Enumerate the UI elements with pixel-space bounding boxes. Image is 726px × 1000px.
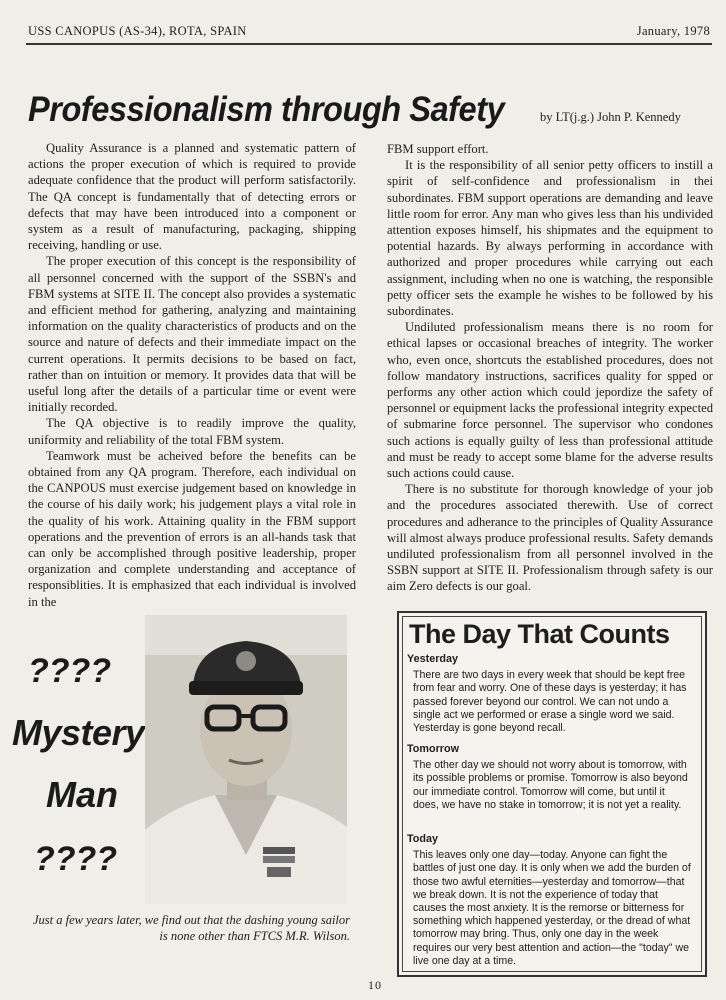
section-text: The other day we should not worry about is tomorrow, with its possible problems or promise. Tomorrow is also beyond our immediate control. Tomorrow will come, but until it does, we have no stake in tomorrow; it is not yet a reality. (413, 759, 688, 811)
article-column-right (387, 141, 713, 595)
article-paragraph: The QA objective is to readily improve the quality, uniformity and reliability of the total FBM system. (28, 416, 356, 447)
photo-caption: Just a few years later, we find out that the dashing young sailor is none other than FTCS M.R. Wilson. (33, 913, 350, 943)
header-divider (26, 43, 712, 45)
page-number: 10 (368, 978, 382, 992)
question-marks-top: ???? (28, 652, 112, 690)
article-paragraph: The proper execution of this concept is the responsibility of all personnel concerned with the support of the SSBN's and FBM systems at SITE II. The concept also provides a systematic and efficient method for gathering, analyzing and maintaining information on the quality characteristics of products and on the source and nature of defects and their immediate impact on the current operations. It permits decisions to be based on fact, rather than on intuition or memory. It provides data that will be useful long after the details of a particular time or event were initially recorded. (28, 254, 356, 415)
day-that-counts-box (397, 611, 707, 977)
section-text: There are two days in every week that should be kept free from fear and worry. One of these days is yesterday; it has passed forever beyond our control. We can not undo a single act we performed or erase a single word we said. Yesterday is gone beyond recall. (413, 669, 687, 735)
article-paragraph: There is no substitute for thorough knowledge of your job and the procedures associated therewith. Use of correct procedures and adherance to the principles of Quality Assurance will almost always produce professional results. Safety demands undiluted professionalism from all personnel involved in the SSBN support at SITE II. Professionalism through safety is our aim Zero defects is our goal. (387, 482, 713, 594)
article-byline: by LT(j.g.) John P. Kennedy (540, 110, 681, 124)
article-column-left (28, 140, 356, 610)
box-title: The Day That Counts (409, 619, 670, 649)
article-paragraph: Undiluted professionalism means there is no room for ethical lapses or occasional breaches of integrity. The worker who, even once, shortcuts the established procedures, does not follow mandatory instructions, sacrifices quality for spped or performs any other action which could jepordize the safety of personnel or equipment lacks the professional integrity expected of submarine force personnel. The supervisor who condones such actions is equally guilty of less than professional attitude and must be ready to accept some blame for the adverse results such actions could cause. (387, 320, 713, 481)
section-tomorrow (407, 743, 691, 812)
page-header (28, 24, 710, 39)
man-word: Man (46, 774, 118, 815)
section-heading: Tomorrow (407, 743, 459, 755)
section-heading: Yesterday (407, 653, 459, 665)
section-today (407, 833, 691, 968)
section-yesterday (407, 653, 691, 735)
question-marks-bottom: ???? (34, 840, 118, 878)
section-heading: Today (407, 833, 438, 845)
article-continuation: FBM support effort. (387, 142, 489, 156)
issue-date: January, 1978 (636, 24, 710, 38)
mystery-man-photo (145, 615, 347, 904)
mystery-word: Mystery (12, 712, 145, 753)
article-title: Professionalism through Safety (28, 90, 505, 129)
section-text: This leaves only one day—today. Anyone can fight the battles of just one day. It is only when we add the burden of those two awful eternities—yesterday and tomorrow—that we break down. It is not the experience of today that causes the most anxiety. It is the remorse or bitterness for something which happened yesterday, or the dread of what tomorrow may bring. Thus, only one day in the week requires our very best attention and action—the "today" we live one day at a time. (413, 849, 691, 967)
article-paragraph: It is the responsibility of all senior petty officers to instill a spirit of self-confidence and professionalism in thei subordinates. FBM support operations are demanding and leave little room for error. Any man who gives less than his undivided attention exposes himself, his shipmates and the equipment to potential hazards. By always performing in accordance with authorized and proper procedures while carrying out each assignment, including when no one is watching, the responsible petty officer sets the example he wishes to be followed by his subordinates. (387, 158, 713, 319)
article-paragraph: Quality Assurance is a planned and systematic pattern of actions the proper execution of which is required to provide adequate confidence that the product will perform satisfactorily. The QA concept is fundamentally that of detecting errors or defects that may have been introduced into a component or system as a result of manufacturing, packaging, shipping receiving, handling or use. (28, 141, 356, 253)
article-paragraph: Teamwork must be acheived before the benefits can be obtained from any QA program. Therefore, each individual on the CANPOUS must exercise judgement based on knowledge in the course of his daily work; his judgement plays a vital role in the quality of his work. Attaining quality in the FBM support operations and the prevention of errors is an all-hands task that can only be accomplished through positive leadership, proper organization and complete understanding and acceptance of responsiblities. It is emphasized that each individual is involved in the (28, 448, 356, 609)
publication-name: USS CANOPUS (AS-34), ROTA, SPAIN (28, 24, 247, 38)
